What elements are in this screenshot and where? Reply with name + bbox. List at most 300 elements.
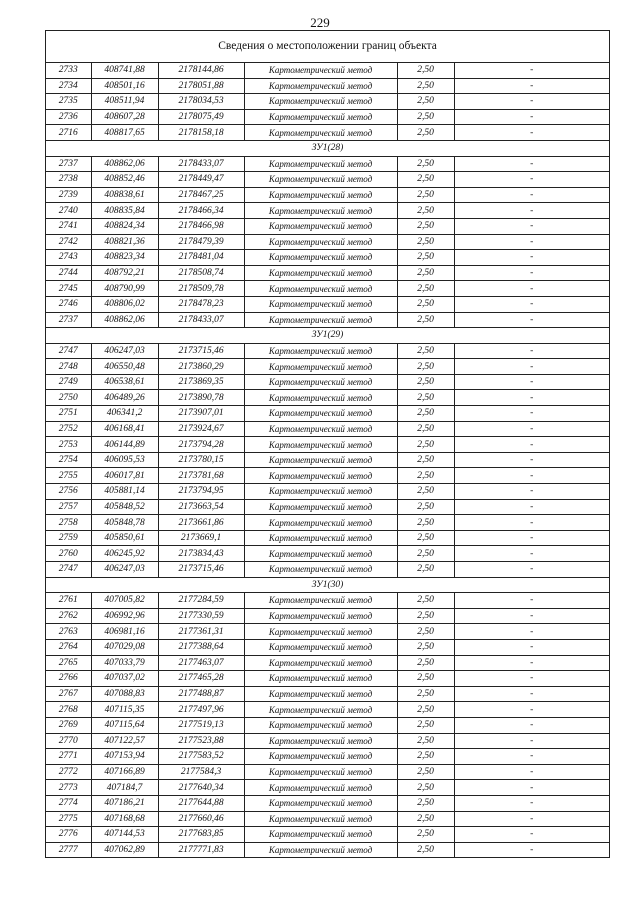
note-cell: - (454, 562, 609, 578)
coord-y-cell: 2177519,13 (158, 717, 244, 733)
group-header-row (46, 328, 609, 344)
coord-y-cell: 2173860,29 (158, 359, 244, 375)
coord-x-cell: 408790,99 (91, 281, 158, 297)
coord-y-cell: 2173794,95 (158, 484, 244, 500)
table-row (46, 374, 609, 390)
note-cell: - (454, 406, 609, 422)
coord-x-cell: 405850,61 (91, 530, 158, 546)
coord-x-cell: 408838,61 (91, 187, 158, 203)
accuracy-cell: 2,50 (397, 639, 454, 655)
table-row (46, 390, 609, 406)
table-row (46, 702, 609, 718)
method-cell: Картометрический метод (244, 686, 397, 702)
point-number-cell: 2776 (46, 827, 91, 843)
note-cell: - (454, 125, 609, 141)
method-cell: Картометрический метод (244, 639, 397, 655)
coord-x-cell: 407005,82 (91, 593, 158, 609)
note-cell: - (454, 671, 609, 687)
note-cell: - (454, 686, 609, 702)
accuracy-cell: 2,50 (397, 671, 454, 687)
point-number-cell: 2757 (46, 499, 91, 515)
note-cell: - (454, 172, 609, 188)
coord-y-cell: 2177284,59 (158, 593, 244, 609)
coord-x-cell: 408817,65 (91, 125, 158, 141)
note-cell: - (454, 546, 609, 562)
group-header-row (46, 140, 609, 156)
table-row (46, 63, 609, 78)
note-cell: - (454, 639, 609, 655)
accuracy-cell: 2,50 (397, 203, 454, 219)
note-cell: - (454, 733, 609, 749)
method-cell: Картометрический метод (244, 546, 397, 562)
point-number-cell: 2774 (46, 795, 91, 811)
coord-y-cell: 2178051,88 (158, 78, 244, 94)
accuracy-cell: 2,50 (397, 717, 454, 733)
coord-x-cell: 406550,48 (91, 359, 158, 375)
table-row (46, 125, 609, 141)
page-number: 229 (310, 15, 330, 30)
coordinates-table (46, 63, 609, 857)
method-cell: Картометрический метод (244, 764, 397, 780)
accuracy-cell: 2,50 (397, 530, 454, 546)
method-cell: Картометрический метод (244, 265, 397, 281)
method-cell: Картометрический метод (244, 63, 397, 78)
method-cell: Картометрический метод (244, 593, 397, 609)
accuracy-cell: 2,50 (397, 63, 454, 78)
point-number-cell: 2743 (46, 250, 91, 266)
method-cell: Картометрический метод (244, 187, 397, 203)
accuracy-cell: 2,50 (397, 562, 454, 578)
coord-x-cell: 405848,52 (91, 499, 158, 515)
coord-y-cell: 2173663,54 (158, 499, 244, 515)
coord-x-cell: 407115,64 (91, 717, 158, 733)
point-number-cell: 2764 (46, 639, 91, 655)
accuracy-cell: 2,50 (397, 686, 454, 702)
table-row (46, 359, 609, 375)
method-cell: Картометрический метод (244, 468, 397, 484)
point-number-cell: 2766 (46, 671, 91, 687)
coord-y-cell: 2178075,49 (158, 109, 244, 125)
table-row (46, 827, 609, 843)
method-cell: Картометрический метод (244, 374, 397, 390)
coord-x-cell: 407033,79 (91, 655, 158, 671)
method-cell: Картометрический метод (244, 562, 397, 578)
accuracy-cell: 2,50 (397, 499, 454, 515)
accuracy-cell: 2,50 (397, 811, 454, 827)
group-label: ЗУ1(30) (46, 577, 609, 593)
coord-x-cell: 406017,81 (91, 468, 158, 484)
table-row (46, 312, 609, 328)
note-cell: - (454, 593, 609, 609)
method-cell: Картометрический метод (244, 608, 397, 624)
point-number-cell: 2761 (46, 593, 91, 609)
point-number-cell: 2775 (46, 811, 91, 827)
note-cell: - (454, 156, 609, 172)
note-cell: - (454, 203, 609, 219)
point-number-cell: 2735 (46, 94, 91, 110)
coord-y-cell: 2173715,46 (158, 343, 244, 359)
table-row (46, 187, 609, 203)
accuracy-cell: 2,50 (397, 312, 454, 328)
note-cell: - (454, 390, 609, 406)
coord-y-cell: 2178509,78 (158, 281, 244, 297)
accuracy-cell: 2,50 (397, 343, 454, 359)
accuracy-cell: 2,50 (397, 296, 454, 312)
method-cell: Картометрический метод (244, 78, 397, 94)
table-row (46, 764, 609, 780)
accuracy-cell: 2,50 (397, 281, 454, 297)
point-number-cell: 2734 (46, 78, 91, 94)
coord-x-cell: 406538,61 (91, 374, 158, 390)
method-cell: Картометрический метод (244, 702, 397, 718)
method-cell: Картометрический метод (244, 515, 397, 531)
table-row (46, 484, 609, 500)
coord-x-cell: 408821,36 (91, 234, 158, 250)
table-row (46, 421, 609, 437)
coord-y-cell: 2173669,1 (158, 530, 244, 546)
coord-x-cell: 406095,53 (91, 452, 158, 468)
coord-x-cell: 407144,53 (91, 827, 158, 843)
note-cell: - (454, 515, 609, 531)
note-cell: - (454, 250, 609, 266)
point-number-cell: 2739 (46, 187, 91, 203)
table-row (46, 593, 609, 609)
method-cell: Картометрический метод (244, 312, 397, 328)
coord-y-cell: 2177523,88 (158, 733, 244, 749)
coord-y-cell: 2178467,25 (158, 187, 244, 203)
accuracy-cell: 2,50 (397, 452, 454, 468)
coord-y-cell: 2178481,04 (158, 250, 244, 266)
coord-y-cell: 2177660,46 (158, 811, 244, 827)
note-cell: - (454, 795, 609, 811)
table-row (46, 842, 609, 857)
accuracy-cell: 2,50 (397, 702, 454, 718)
point-number-cell: 2750 (46, 390, 91, 406)
boundary-table-sheet (45, 30, 610, 858)
point-number-cell: 2769 (46, 717, 91, 733)
note-cell: - (454, 780, 609, 796)
table-row (46, 749, 609, 765)
coord-x-cell: 408862,06 (91, 312, 158, 328)
note-cell: - (454, 374, 609, 390)
coord-y-cell: 2173869,35 (158, 374, 244, 390)
method-cell: Картометрический метод (244, 530, 397, 546)
table-row (46, 530, 609, 546)
coord-x-cell: 407122,57 (91, 733, 158, 749)
accuracy-cell: 2,50 (397, 374, 454, 390)
coord-x-cell: 408862,06 (91, 156, 158, 172)
table-row (46, 94, 609, 110)
coord-x-cell: 406144,89 (91, 437, 158, 453)
point-number-cell: 2736 (46, 109, 91, 125)
note-cell: - (454, 827, 609, 843)
table-row (46, 109, 609, 125)
accuracy-cell: 2,50 (397, 125, 454, 141)
point-number-cell: 2751 (46, 406, 91, 422)
note-cell: - (454, 421, 609, 437)
point-number-cell: 2767 (46, 686, 91, 702)
coord-y-cell: 2173781,68 (158, 468, 244, 484)
table-row (46, 686, 609, 702)
coordinates-table-body (46, 63, 609, 857)
method-cell: Картометрический метод (244, 343, 397, 359)
accuracy-cell: 2,50 (397, 234, 454, 250)
point-number-cell: 2777 (46, 842, 91, 857)
coord-x-cell: 407166,89 (91, 764, 158, 780)
point-number-cell: 2763 (46, 624, 91, 640)
table-row (46, 811, 609, 827)
method-cell: Картометрический метод (244, 203, 397, 219)
method-cell: Картометрический метод (244, 172, 397, 188)
point-number-cell: 2741 (46, 218, 91, 234)
table-row (46, 250, 609, 266)
note-cell: - (454, 484, 609, 500)
point-number-cell: 2752 (46, 421, 91, 437)
table-row (46, 562, 609, 578)
coord-y-cell: 2177497,96 (158, 702, 244, 718)
coord-x-cell: 406489,26 (91, 390, 158, 406)
coord-y-cell: 2173661,86 (158, 515, 244, 531)
table-row (46, 78, 609, 94)
table-title: Сведения о местоположении границ объекта (46, 31, 609, 63)
coord-x-cell: 405881,14 (91, 484, 158, 500)
coord-x-cell: 406245,92 (91, 546, 158, 562)
note-cell: - (454, 281, 609, 297)
method-cell: Картометрический метод (244, 421, 397, 437)
coord-x-cell: 408741,88 (91, 63, 158, 78)
note-cell: - (454, 452, 609, 468)
table-row (46, 343, 609, 359)
coord-x-cell: 408824,34 (91, 218, 158, 234)
note-cell: - (454, 717, 609, 733)
note-cell: - (454, 234, 609, 250)
method-cell: Картометрический метод (244, 296, 397, 312)
table-row (46, 203, 609, 219)
group-label: ЗУ1(28) (46, 140, 609, 156)
coord-x-cell: 405848,78 (91, 515, 158, 531)
table-row (46, 733, 609, 749)
method-cell: Картометрический метод (244, 156, 397, 172)
coord-y-cell: 2178466,98 (158, 218, 244, 234)
method-cell: Картометрический метод (244, 733, 397, 749)
coord-y-cell: 2177584,3 (158, 764, 244, 780)
note-cell: - (454, 343, 609, 359)
coord-x-cell: 406247,03 (91, 562, 158, 578)
coord-y-cell: 2177330,59 (158, 608, 244, 624)
coord-y-cell: 2178158,18 (158, 125, 244, 141)
accuracy-cell: 2,50 (397, 156, 454, 172)
point-number-cell: 2753 (46, 437, 91, 453)
accuracy-cell: 2,50 (397, 780, 454, 796)
coord-x-cell: 408806,02 (91, 296, 158, 312)
accuracy-cell: 2,50 (397, 406, 454, 422)
note-cell: - (454, 296, 609, 312)
point-number-cell: 2716 (46, 125, 91, 141)
method-cell: Картометрический метод (244, 406, 397, 422)
point-number-cell: 2748 (46, 359, 91, 375)
coord-y-cell: 2173715,46 (158, 562, 244, 578)
coord-y-cell: 2178449,47 (158, 172, 244, 188)
point-number-cell: 2749 (46, 374, 91, 390)
coord-y-cell: 2178508,74 (158, 265, 244, 281)
table-row (46, 780, 609, 796)
accuracy-cell: 2,50 (397, 827, 454, 843)
table-row (46, 156, 609, 172)
coord-x-cell: 408792,21 (91, 265, 158, 281)
note-cell: - (454, 811, 609, 827)
coord-y-cell: 2177361,31 (158, 624, 244, 640)
note-cell: - (454, 749, 609, 765)
coord-y-cell: 2177683,85 (158, 827, 244, 843)
coord-y-cell: 2178479,39 (158, 234, 244, 250)
note-cell: - (454, 63, 609, 78)
coord-x-cell: 408835,84 (91, 203, 158, 219)
coord-y-cell: 2178034,53 (158, 94, 244, 110)
accuracy-cell: 2,50 (397, 187, 454, 203)
method-cell: Картометрический метод (244, 234, 397, 250)
point-number-cell: 2744 (46, 265, 91, 281)
coord-y-cell: 2177640,34 (158, 780, 244, 796)
point-number-cell: 2771 (46, 749, 91, 765)
coord-x-cell: 408852,46 (91, 172, 158, 188)
table-row (46, 468, 609, 484)
point-number-cell: 2768 (46, 702, 91, 718)
coord-x-cell: 407037,02 (91, 671, 158, 687)
table-row (46, 172, 609, 188)
accuracy-cell: 2,50 (397, 624, 454, 640)
method-cell: Картометрический метод (244, 780, 397, 796)
coord-y-cell: 2178433,07 (158, 156, 244, 172)
table-row (46, 671, 609, 687)
method-cell: Картометрический метод (244, 842, 397, 857)
table-row (46, 515, 609, 531)
table-row (46, 639, 609, 655)
coord-x-cell: 407062,89 (91, 842, 158, 857)
table-row (46, 546, 609, 562)
point-number-cell: 2742 (46, 234, 91, 250)
note-cell: - (454, 437, 609, 453)
coord-y-cell: 2177644,88 (158, 795, 244, 811)
method-cell: Картометрический метод (244, 811, 397, 827)
note-cell: - (454, 359, 609, 375)
method-cell: Картометрический метод (244, 218, 397, 234)
note-cell: - (454, 218, 609, 234)
coord-x-cell: 407153,94 (91, 749, 158, 765)
coord-x-cell: 408823,34 (91, 250, 158, 266)
point-number-cell: 2745 (46, 281, 91, 297)
point-number-cell: 2754 (46, 452, 91, 468)
point-number-cell: 2747 (46, 562, 91, 578)
point-number-cell: 2746 (46, 296, 91, 312)
coord-y-cell: 2177771,83 (158, 842, 244, 857)
note-cell: - (454, 499, 609, 515)
accuracy-cell: 2,50 (397, 655, 454, 671)
coord-x-cell: 407029,08 (91, 639, 158, 655)
note-cell: - (454, 702, 609, 718)
accuracy-cell: 2,50 (397, 109, 454, 125)
accuracy-cell: 2,50 (397, 593, 454, 609)
method-cell: Картометрический метод (244, 125, 397, 141)
method-cell: Картометрический метод (244, 671, 397, 687)
note-cell: - (454, 312, 609, 328)
coord-y-cell: 2177463,07 (158, 655, 244, 671)
coord-y-cell: 2178144,86 (158, 63, 244, 78)
point-number-cell: 2765 (46, 655, 91, 671)
note-cell: - (454, 109, 609, 125)
accuracy-cell: 2,50 (397, 795, 454, 811)
method-cell: Картометрический метод (244, 94, 397, 110)
coord-y-cell: 2177388,64 (158, 639, 244, 655)
coord-x-cell: 407088,83 (91, 686, 158, 702)
coord-y-cell: 2173780,15 (158, 452, 244, 468)
point-number-cell: 2738 (46, 172, 91, 188)
coord-x-cell: 408511,94 (91, 94, 158, 110)
point-number-cell: 2770 (46, 733, 91, 749)
coord-x-cell: 407115,35 (91, 702, 158, 718)
accuracy-cell: 2,50 (397, 94, 454, 110)
coord-x-cell: 407186,21 (91, 795, 158, 811)
method-cell: Картометрический метод (244, 484, 397, 500)
coord-y-cell: 2173924,67 (158, 421, 244, 437)
accuracy-cell: 2,50 (397, 390, 454, 406)
coord-y-cell: 2173794,28 (158, 437, 244, 453)
coord-y-cell: 2178466,34 (158, 203, 244, 219)
point-number-cell: 2733 (46, 63, 91, 78)
table-row (46, 406, 609, 422)
note-cell: - (454, 624, 609, 640)
note-cell: - (454, 764, 609, 780)
table-row (46, 234, 609, 250)
accuracy-cell: 2,50 (397, 608, 454, 624)
note-cell: - (454, 187, 609, 203)
method-cell: Картометрический метод (244, 250, 397, 266)
accuracy-cell: 2,50 (397, 484, 454, 500)
method-cell: Картометрический метод (244, 749, 397, 765)
coord-x-cell: 406981,16 (91, 624, 158, 640)
method-cell: Картометрический метод (244, 827, 397, 843)
coord-y-cell: 2177488,87 (158, 686, 244, 702)
coord-x-cell: 407168,68 (91, 811, 158, 827)
method-cell: Картометрический метод (244, 437, 397, 453)
table-row (46, 717, 609, 733)
point-number-cell: 2740 (46, 203, 91, 219)
coord-y-cell: 2178433,07 (158, 312, 244, 328)
point-number-cell: 2759 (46, 530, 91, 546)
coord-x-cell: 406341,2 (91, 406, 158, 422)
note-cell: - (454, 468, 609, 484)
coord-x-cell: 408501,16 (91, 78, 158, 94)
point-number-cell: 2755 (46, 468, 91, 484)
point-number-cell: 2737 (46, 312, 91, 328)
point-number-cell: 2760 (46, 546, 91, 562)
table-row (46, 624, 609, 640)
point-number-cell: 2756 (46, 484, 91, 500)
accuracy-cell: 2,50 (397, 515, 454, 531)
table-row (46, 296, 609, 312)
accuracy-cell: 2,50 (397, 172, 454, 188)
coord-x-cell: 406168,41 (91, 421, 158, 437)
accuracy-cell: 2,50 (397, 421, 454, 437)
point-number-cell: 2747 (46, 343, 91, 359)
note-cell: - (454, 94, 609, 110)
table-row (46, 655, 609, 671)
accuracy-cell: 2,50 (397, 468, 454, 484)
accuracy-cell: 2,50 (397, 250, 454, 266)
method-cell: Картометрический метод (244, 390, 397, 406)
point-number-cell: 2762 (46, 608, 91, 624)
coord-x-cell: 407184,7 (91, 780, 158, 796)
coord-x-cell: 406247,03 (91, 343, 158, 359)
